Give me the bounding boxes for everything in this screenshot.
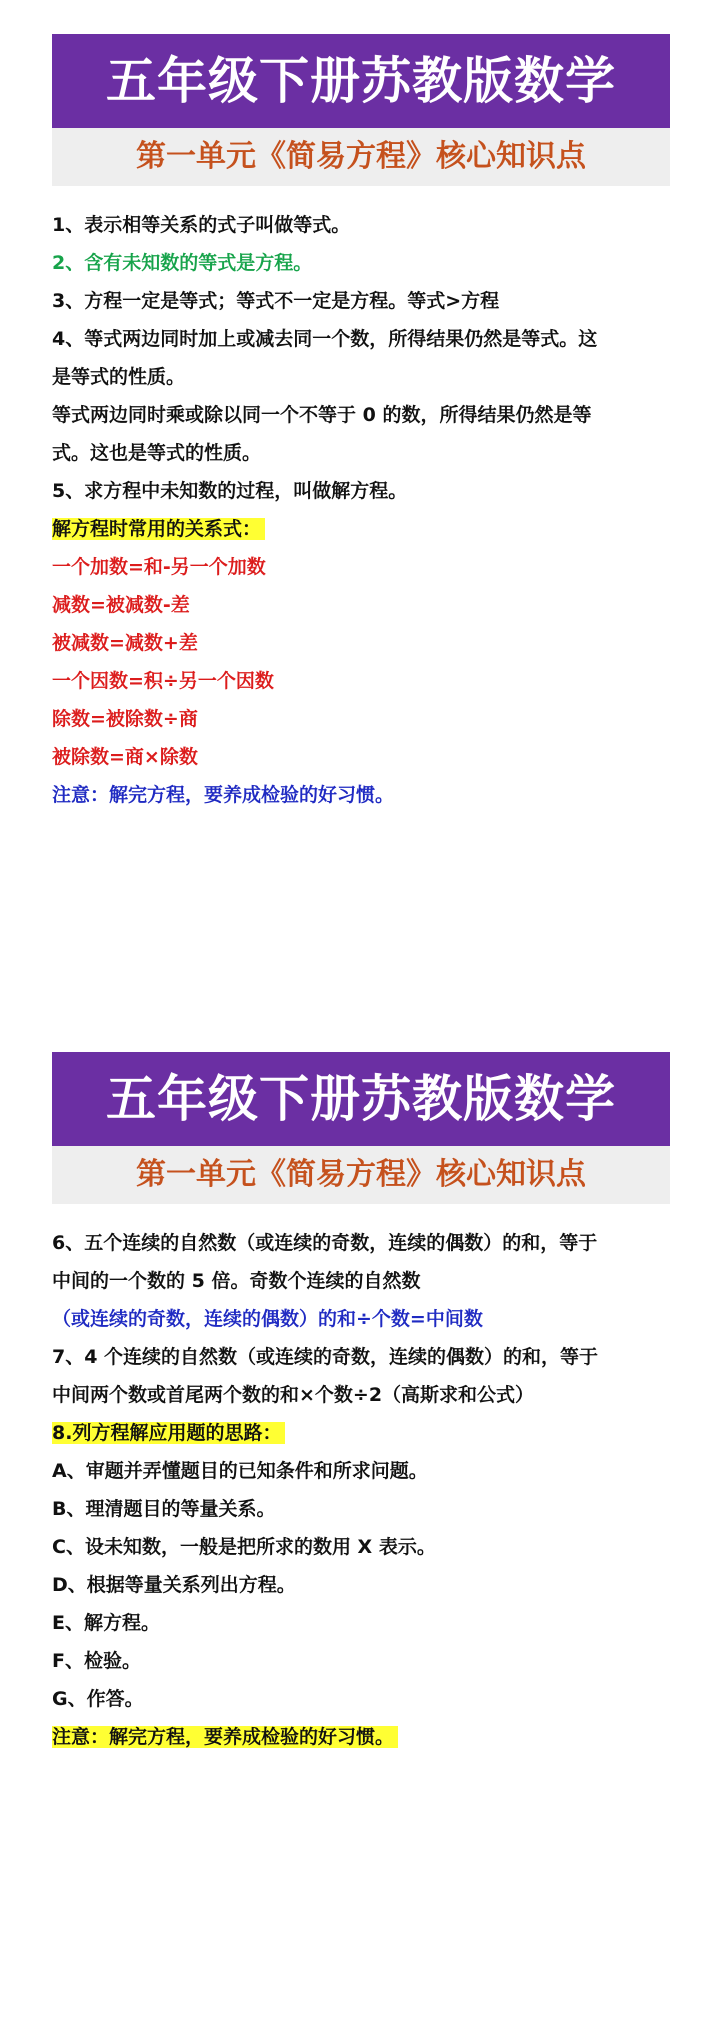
point-7-line-1: 7、4 个连续的自然数（或连续的奇数，连续的偶数）的和，等于	[52, 1346, 599, 1368]
formula-addend: 一个加数=和-另一个加数	[52, 556, 266, 578]
formula-minuend: 被减数=减数+差	[52, 632, 198, 654]
point-3: 3、方程一定是等式；等式不一定是方程。等式>方程	[52, 290, 500, 312]
formula-dividend: 被除数=商×除数	[52, 746, 198, 768]
point-2: 2、含有未知数的等式是方程。	[52, 252, 313, 274]
point-4-line-4: 式。这也是等式的性质。	[52, 442, 262, 464]
step-a: A、审题并弄懂题目的已知条件和所求问题。	[52, 1460, 428, 1482]
point-4-line-1: 4、等式两边同时加上或减去同一个数，所得结果仍然是等式。这	[52, 328, 598, 350]
step-b: B、理清题目的等量关系。	[52, 1498, 276, 1520]
step-e: E、解方程。	[52, 1612, 160, 1634]
formula-subtrahend: 减数=被减数-差	[52, 594, 190, 616]
point-1: 1、表示相等关系的式子叫做等式。	[52, 214, 351, 236]
point-6-formula: （或连续的奇数，连续的偶数）的和÷个数=中间数	[52, 1308, 483, 1330]
unit-subtitle: 第一单元《简易方程》核心知识点	[52, 128, 670, 186]
page-title-2: 五年级下册苏教版数学	[52, 1052, 670, 1146]
point-5: 5、求方程中未知数的过程，叫做解方程。	[52, 480, 408, 502]
point-7-line-2: 中间两个数或首尾两个数的和×个数÷2（高斯求和公式）	[52, 1384, 535, 1406]
relations-heading: 解方程时常用的关系式：	[52, 518, 265, 540]
point-4-line-2: 是等式的性质。	[52, 366, 186, 388]
formula-divisor: 除数=被除数÷商	[52, 708, 198, 730]
step-f: F、检验。	[52, 1650, 141, 1672]
unit-subtitle-2: 第一单元《简易方程》核心知识点	[52, 1146, 670, 1204]
formula-factor: 一个因数=积÷另一个因数	[52, 670, 274, 692]
point-8-heading: 8.列方程解应用题的思路：	[52, 1422, 285, 1444]
step-g: G、作答。	[52, 1688, 144, 1710]
note-check-2: 注意：解完方程，要养成检验的好习惯。	[52, 1726, 398, 1748]
point-6-line-1: 6、五个连续的自然数（或连续的奇数，连续的偶数）的和，等于	[52, 1232, 598, 1254]
point-6-line-2: 中间的一个数的 5 倍。奇数个连续的自然数	[52, 1270, 421, 1292]
point-4-line-3: 等式两边同时乘或除以同一个不等于 0 的数，所得结果仍然是等	[52, 404, 592, 426]
page-title: 五年级下册苏教版数学	[52, 34, 670, 128]
step-c: C、设未知数，一般是把所求的数用 X 表示。	[52, 1536, 436, 1558]
step-d: D、根据等量关系列出方程。	[52, 1574, 296, 1596]
note-check: 注意：解完方程，要养成检验的好习惯。	[52, 784, 395, 806]
